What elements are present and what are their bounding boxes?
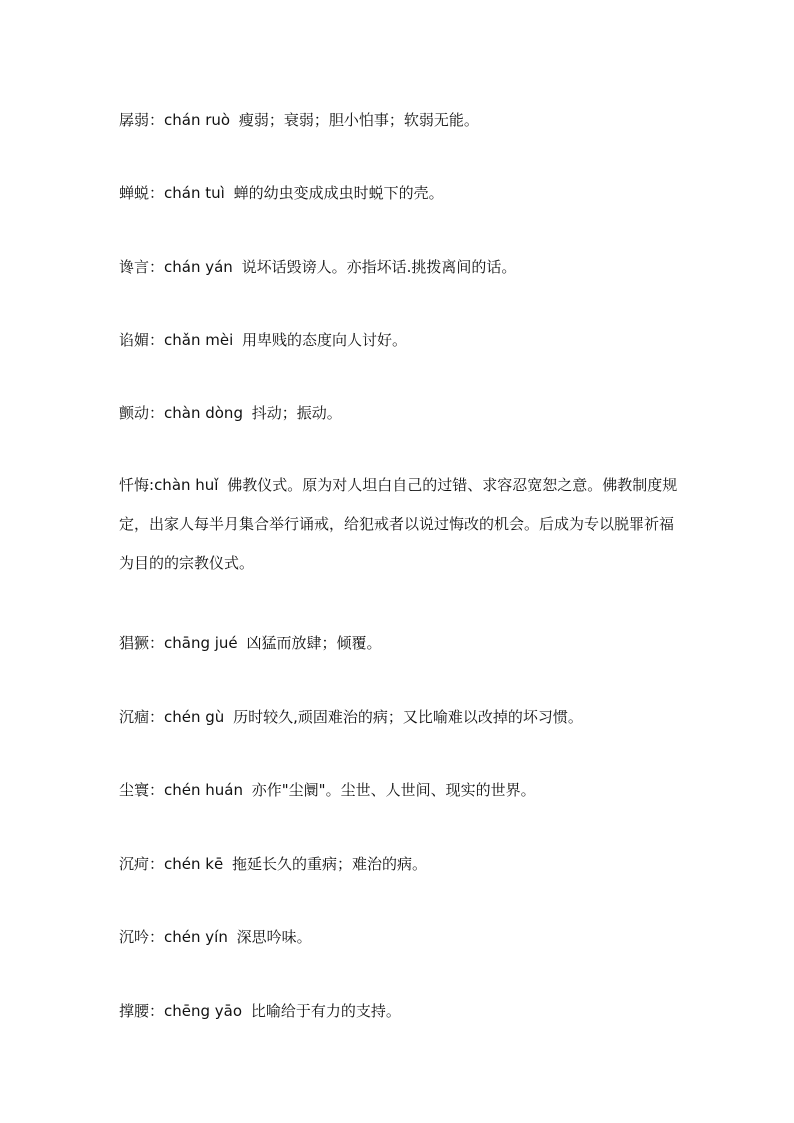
entry-pinyin: chén kē xyxy=(164,855,224,873)
entry-chan-ruo xyxy=(119,110,679,130)
entry-definition: 拖延长久的重病；难治的病。 xyxy=(231,855,427,873)
entry-definition: 比喻给于有力的支持。 xyxy=(250,1002,401,1020)
entry-chen-gu xyxy=(119,707,679,727)
entry-definition: 深思吟味。 xyxy=(236,928,312,946)
entry-chen-ke xyxy=(119,854,679,874)
entry-chan-tui xyxy=(119,183,679,203)
entry-definition: 历时较久,顽固难治的病；又比喻难以改掉的坏习惯。 xyxy=(233,708,583,726)
entry-term: 蝉蜕： xyxy=(119,184,165,202)
entry-chang-jue xyxy=(119,633,679,653)
entry-pinyin: chén gù xyxy=(164,708,225,726)
entry-pinyin: chán tuì xyxy=(164,184,225,202)
entry-pinyin: chén huán xyxy=(164,781,243,799)
entry-term: 沉疴： xyxy=(119,855,165,873)
entry-chen-huan xyxy=(119,780,679,800)
entry-pinyin: chán ruò xyxy=(164,111,231,129)
entry-term: 沉吟： xyxy=(119,928,165,946)
entry-term: 孱弱： xyxy=(119,111,165,129)
entry-pinyin: chàn huǐ xyxy=(154,476,219,494)
entry-chan-hui xyxy=(119,466,683,583)
entry-pinyin: chǎn mèi xyxy=(164,331,234,349)
entry-term: 谄媚： xyxy=(119,331,165,349)
entry-pinyin: chàn dòng xyxy=(164,404,243,422)
entry-term: 颤动： xyxy=(119,404,165,422)
entry-term: 猖獗： xyxy=(119,634,165,652)
entry-chan-mei xyxy=(119,330,679,350)
entry-definition: 说坏话毁谤人。亦指坏话.挑拨离间的话。 xyxy=(241,258,517,276)
entry-chan-dong xyxy=(119,403,679,423)
entry-term: 忏悔: xyxy=(119,476,155,494)
entry-term: 沉痼： xyxy=(119,708,165,726)
entry-definition: 抖动；振动。 xyxy=(251,404,342,422)
entry-pinyin: chén yín xyxy=(164,928,228,946)
entry-pinyin: chāng jué xyxy=(164,634,238,652)
entry-definition: 蝉的幼虫变成成虫时蜕下的壳。 xyxy=(233,184,444,202)
entry-cheng-yao xyxy=(119,1001,679,1021)
entry-definition: 凶猛而放肆；倾覆。 xyxy=(246,634,382,652)
entry-pinyin: chán yán xyxy=(164,258,233,276)
entry-chan-yan xyxy=(119,257,679,277)
entry-definition: 瘦弱；衰弱；胆小怕事；软弱无能。 xyxy=(238,111,479,129)
entry-term: 撑腰： xyxy=(119,1002,165,1020)
entry-term: 谗言： xyxy=(119,258,165,276)
entry-term: 尘寰： xyxy=(119,781,165,799)
entry-chen-yin xyxy=(119,927,679,947)
entry-pinyin: chēng yāo xyxy=(164,1002,243,1020)
entry-definition: 用卑贱的态度向人讨好。 xyxy=(242,331,408,349)
entry-definition: 佛教仪式。原为对人坦白自己的过错、求容忍宽恕之意。佛教制度规定，出家人每半月集合举行诵戒，给犯戒者以说过悔改的机会。后成为专以脱罪祈福为目的的宗教仪式。 xyxy=(119,476,678,572)
entry-definition: 亦作"尘阛"。尘世、人世间、现实的世界。 xyxy=(251,781,536,799)
